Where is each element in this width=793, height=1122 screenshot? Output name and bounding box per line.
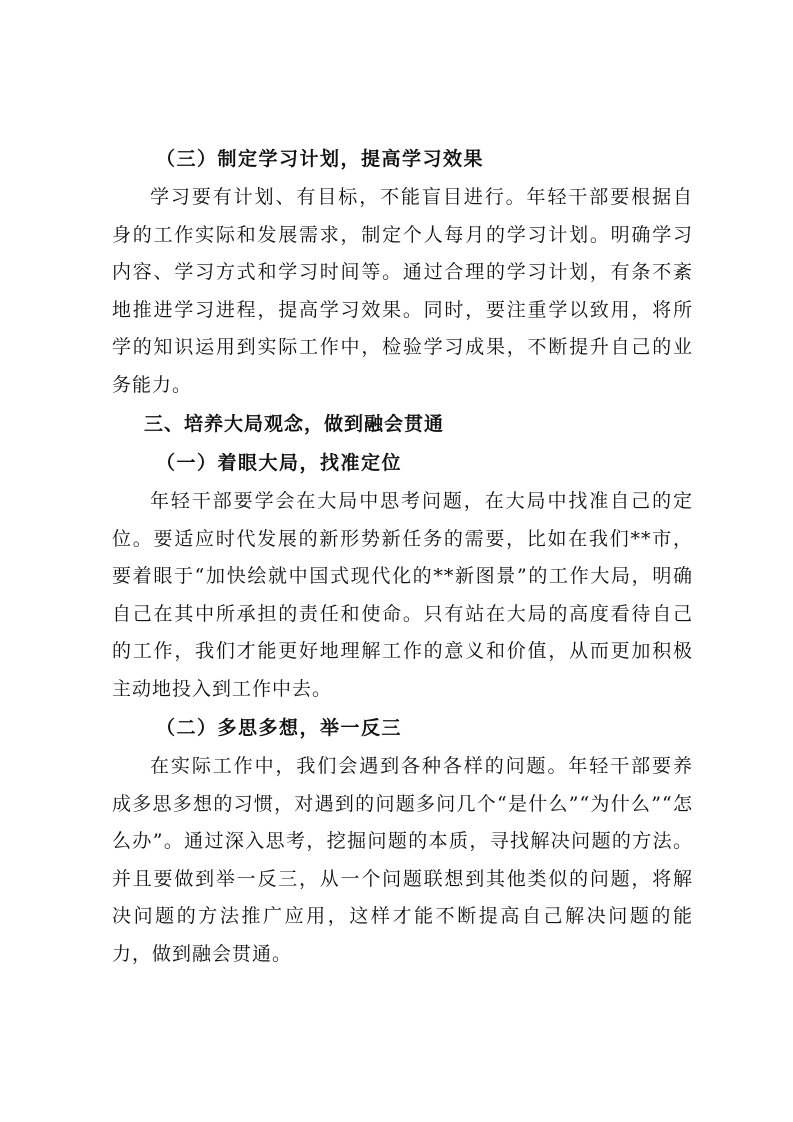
paragraph-line: 并且要做到举一反三，从一个问题联想到其他类似的问题，将解 bbox=[112, 867, 693, 890]
paragraph-line: 成多思多想的习惯，对遇到的问题多问几个“是什么”“为什么”“怎 bbox=[112, 792, 693, 815]
paragraph-line: 的工作，我们才能更好地理解工作的意义和价值，从而更加积极 bbox=[112, 640, 693, 662]
paragraph-line: 地推进学习进程，提高学习效果。同时，要注重学以致用，将所 bbox=[112, 298, 693, 321]
paragraph-line: 自己在其中所承担的责任和使命。只有站在大局的高度看待自己 bbox=[112, 602, 693, 625]
paragraph-line: 身的工作实际和发展需求，制定个人每月的学习计划。明确学习 bbox=[112, 223, 693, 246]
paragraph-line: 务能力。 bbox=[112, 373, 193, 396]
paragraph-line: 要着眼于“加快绘就中国式现代化的**新图景”的工作大局，明确 bbox=[112, 565, 693, 587]
paragraph-line: 位。要适应时代发展的新形势新任务的需要，比如在我们**市， bbox=[112, 527, 693, 550]
paragraph-line: 在实际工作中，我们会遇到各种各样的问题。年轻干部要养 bbox=[150, 755, 693, 777]
document-body bbox=[112, 140, 693, 974]
paragraph bbox=[112, 483, 693, 708]
paragraph-line: 年轻干部要学会在大局中思考问题，在大局中找准自己的定 bbox=[150, 490, 693, 512]
section-subheading: （二）多思多想，举一反三 bbox=[156, 717, 403, 739]
paragraph-line: 么办”。通过深入思考，挖掘问题的本质，寻找解决问题的方法。 bbox=[112, 830, 693, 852]
paragraph-line: 主动地投入到工作中去。 bbox=[112, 677, 333, 700]
paragraph-line: 学习要有计划、有目标，不能盲目进行。年轻干部要根据自 bbox=[150, 186, 693, 208]
section-subheading: （一）着眼大局，找准定位 bbox=[156, 452, 403, 474]
paragraph bbox=[112, 748, 693, 973]
paragraph-line: 内容、学习方式和学习时间等。通过合理的学习计划，有条不紊 bbox=[112, 261, 693, 283]
paragraph-line: 学的知识运用到实际工作中，检验学习成果，不断提升自己的业 bbox=[112, 336, 693, 358]
paragraph-line: 力，做到融会贯通。 bbox=[112, 942, 293, 965]
paragraph bbox=[112, 179, 693, 404]
section-subheading: （三）制定学习计划，提高学习效果 bbox=[156, 148, 485, 170]
section-heading: 三、培养大局观念，做到融会贯通 bbox=[144, 413, 445, 435]
paragraph-line: 决问题的方法推广应用，这样才能不断提高自己解决问题的能 bbox=[112, 905, 693, 927]
